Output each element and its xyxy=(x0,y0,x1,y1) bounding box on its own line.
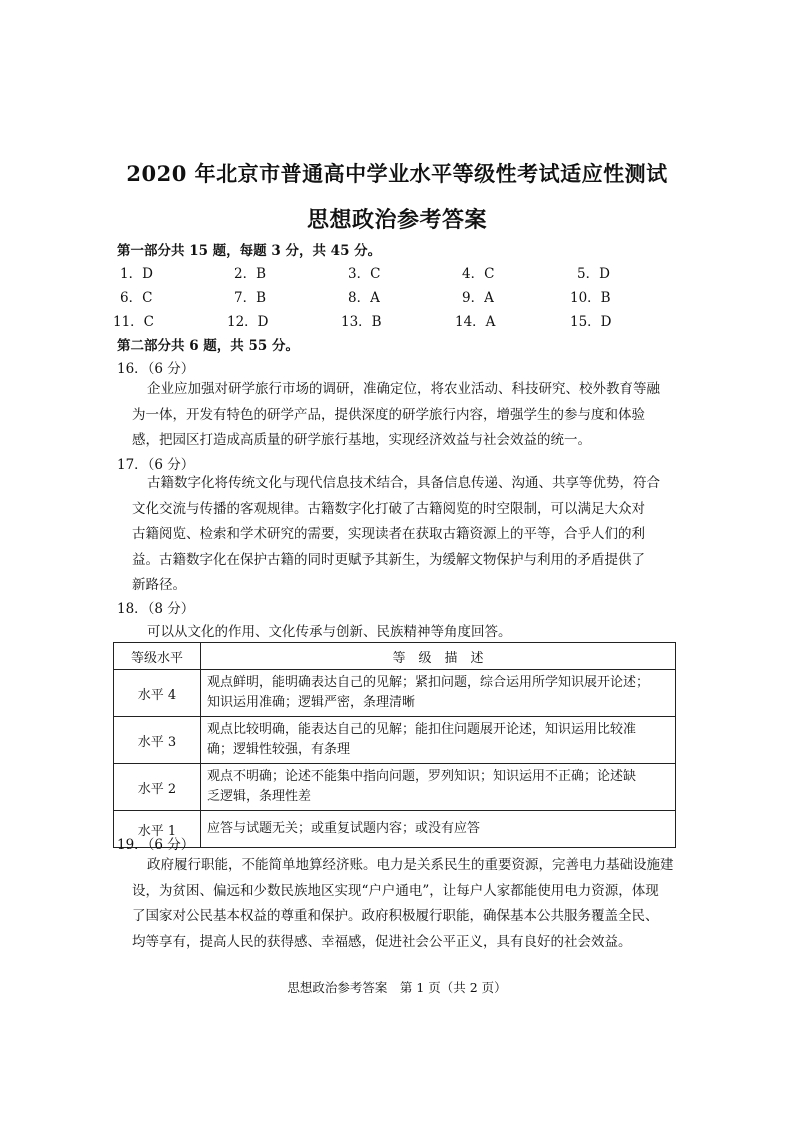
question-18-intro: 可以从文化的作用、文化传承与创新、民族精神等角度回答。 xyxy=(147,624,512,640)
question-18-label: 18．（8 分） xyxy=(117,601,195,617)
level-cell: 水平 2 xyxy=(114,764,201,811)
question-17-label: 17．（6 分） xyxy=(117,457,195,473)
answer-item: 14．A xyxy=(455,314,496,330)
answer-line: 为一体，开发有特色的研学产品，提供深度的研学旅行内容，增强学生的参与度和体验 xyxy=(132,406,645,423)
description-line: 观点不明确；论述不能集中指向问题，罗列知识；知识运用不正确；论述缺 xyxy=(207,769,637,784)
answer-row xyxy=(0,310,794,330)
table-row xyxy=(114,670,676,717)
level-cell: 水平 1 xyxy=(114,811,201,848)
description-line: 观点鲜明，能明确表达自己的见解；紧扣问题，综合运用所学知识展开论述； xyxy=(207,675,650,690)
description-line: 确；逻辑性较强，有条理 xyxy=(207,742,351,757)
level-cell: 水平 4 xyxy=(114,670,201,717)
answer-line: 古籍阅览、检索和学术研究的需要，实现读者在获取古籍资源上的平等，合乎人们的利 xyxy=(132,526,645,542)
description-cell xyxy=(201,811,676,848)
table-header-row xyxy=(114,643,676,670)
question-19-answer xyxy=(132,853,674,955)
description-cell xyxy=(201,764,676,811)
answer-item: 15．D xyxy=(570,314,612,330)
answer-item: 3．C xyxy=(348,266,381,282)
description-cell xyxy=(201,717,676,764)
grading-table xyxy=(113,642,676,848)
answer-item: 2．B xyxy=(234,266,267,282)
answer-item: 8．A xyxy=(348,290,380,306)
question-19-label: 19．（6 分） xyxy=(117,837,195,853)
question-16-answer xyxy=(132,377,667,454)
description-line: 知识运用准确；逻辑严密，条理清晰 xyxy=(207,695,416,710)
table-row xyxy=(114,764,676,811)
answer-line: 古籍数字化将传统文化与现代信息技术结合，具备信息传递、沟通、共享等优势，符合 xyxy=(147,475,660,491)
answer-item: 1．D xyxy=(120,266,153,282)
answer-item: 4．C xyxy=(462,266,495,282)
answer-item: 12．D xyxy=(227,314,269,330)
answer-item: 6．C xyxy=(120,290,153,306)
question-17-answer xyxy=(132,471,667,599)
answer-item: 10．B xyxy=(570,290,611,306)
column-header-description: 等 级 描 述 xyxy=(201,643,676,670)
answer-item: 9．A xyxy=(462,290,494,306)
answer-line: 益。古籍数字化在保护古籍的同时更赋予其新生，为缓解文物保护与利用的矛盾提供了 xyxy=(132,551,645,568)
document-title: 2020 年北京市普通高中学业水平等级性考试适应性测试 xyxy=(126,161,668,186)
description-cell xyxy=(201,670,676,717)
description-line: 应答与试题无关；或重复试题内容；或没有应答 xyxy=(207,821,481,836)
answer-line: 文化交流与传播的客观规律。古籍数字化打破了古籍阅览的时空限制，可以满足大众对 xyxy=(132,500,645,517)
table-row xyxy=(114,717,676,764)
answer-line: 政府履行职能，不能简单地算经济账。电力是关系民生的重要资源，完善电力基础设施建 xyxy=(147,857,674,873)
question-16-label: 16．（6 分） xyxy=(117,361,195,377)
answer-item: 13．B xyxy=(341,314,382,330)
level-cell: 水平 3 xyxy=(114,717,201,764)
answer-item: 5．D xyxy=(577,266,610,282)
document-subtitle: 思想政治参考答案 xyxy=(306,207,487,233)
answer-item: 11．C xyxy=(113,314,155,330)
page-footer: 思想政治参考答案 第 1 页（共 2 页） xyxy=(287,980,507,995)
answer-item: 7．B xyxy=(234,290,267,306)
answer-row xyxy=(0,286,794,306)
answer-line: 新路径。 xyxy=(132,577,186,593)
part2-heading: 第二部分共 6 题，共 55 分。 xyxy=(117,338,299,354)
answer-line: 了国家对公民基本权益的尊重和保护。政府积极履行职能，确保基本公共服务覆盖全民、 xyxy=(132,908,659,924)
answer-line: 企业应加强对研学旅行市场的调研，准确定位，将农业活动、科技研究、校外教育等融 xyxy=(147,381,660,397)
table-row xyxy=(114,811,676,848)
answer-row xyxy=(0,262,794,282)
answer-line: 设，为贫困、偏远和少数民族地区实现“户户通电”，让每户人家都能使用电力资源，体现 xyxy=(132,882,659,899)
column-header-level: 等级水平 xyxy=(114,643,201,670)
part1-heading: 第一部分共 15 题，每题 3 分，共 45 分。 xyxy=(117,243,382,259)
answer-line: 感，把园区打造成高质量的研学旅行基地，实现经济效益与社会效益的统一。 xyxy=(132,432,591,448)
description-line: 观点比较明确，能表达自己的见解；能扣住问题展开论述，知识运用比较准 xyxy=(207,722,637,737)
description-line: 乏逻辑，条理性差 xyxy=(207,789,312,804)
answer-line: 均等享有，提高人民的获得感、幸福感，促进社会公平正义，具有良好的社会效益。 xyxy=(132,933,632,950)
